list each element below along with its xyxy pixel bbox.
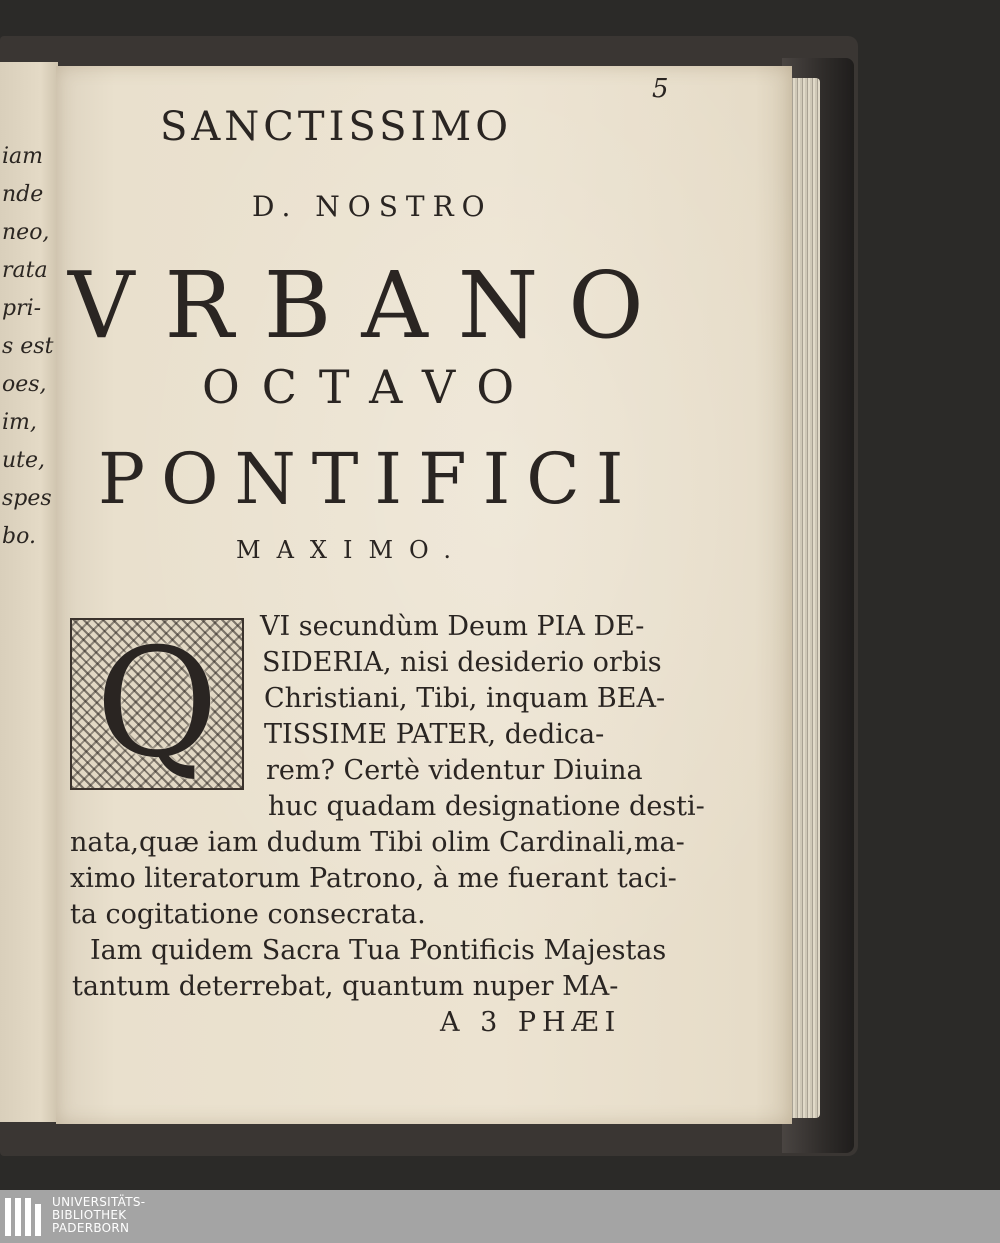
- body-text-line: nata,quæ iam dudum Tibi olim Cardinali,ma-: [70, 827, 685, 858]
- left-page-line: iam: [2, 144, 44, 169]
- body-text-line: huc quadam designatione desti-: [268, 791, 705, 822]
- left-page-line: neo,: [2, 220, 50, 245]
- library-logo-icon: [5, 1198, 43, 1236]
- left-page-line: nde: [2, 182, 44, 207]
- left-page-fragment: [0, 62, 58, 1122]
- decorated-initial-letter: Q: [95, 617, 219, 791]
- left-page-line: rata: [2, 258, 48, 283]
- decorated-initial: [70, 618, 244, 790]
- library-logo-line: PADERBORN: [52, 1221, 130, 1235]
- dedication-title-line: PONTIFICI: [98, 438, 640, 520]
- right-page: [56, 66, 792, 1124]
- signature-catchword-line: A 3 PHÆI: [440, 1007, 622, 1038]
- dedication-title-line: MAXIMO.: [236, 536, 467, 564]
- left-page-line: bo.: [2, 524, 36, 549]
- library-logo-text: [52, 1196, 145, 1235]
- left-page-line: ute,: [2, 448, 46, 473]
- library-footer-bar: [0, 1190, 1000, 1243]
- body-text-line: ta cogitatione consecrata.: [70, 899, 426, 930]
- dedication-title-line: VRBANO: [68, 252, 674, 359]
- page-number: 5: [652, 74, 669, 104]
- library-logo-line: UNIVERSITÄTS-: [52, 1195, 146, 1209]
- left-page-line: oes,: [2, 372, 47, 397]
- body-text-line: Iam quidem Sacra Tua Pontificis Majestas: [90, 935, 667, 966]
- left-page-line: s est: [2, 334, 54, 359]
- dedication-title-line: OCTAVO: [202, 360, 537, 414]
- body-text-line: VI secundùm Deum PIA DE-: [260, 611, 645, 642]
- dedication-title-line: SANCTISSIMO: [160, 104, 513, 150]
- left-page-line: im,: [2, 410, 37, 435]
- body-text-line: tantum deterrebat, quantum nuper MA-: [72, 971, 619, 1002]
- library-logo-line: BIBLIOTHEK: [52, 1208, 127, 1222]
- left-page-line: pri-: [2, 296, 42, 321]
- body-text-line: TISSIME PATER, dedica-: [264, 719, 605, 750]
- body-text-line: Christiani, Tibi, inquam BEA-: [264, 683, 666, 714]
- left-page-line: spes: [2, 486, 52, 511]
- body-text-line: rem? Certè videntur Diuina: [266, 755, 643, 786]
- dedication-title-line: D. NOSTRO: [252, 190, 493, 223]
- body-text-line: SIDERIA, nisi desiderio orbis: [262, 647, 662, 678]
- body-text-line: ximo literatorum Patrono, à me fuerant taci-: [70, 863, 677, 894]
